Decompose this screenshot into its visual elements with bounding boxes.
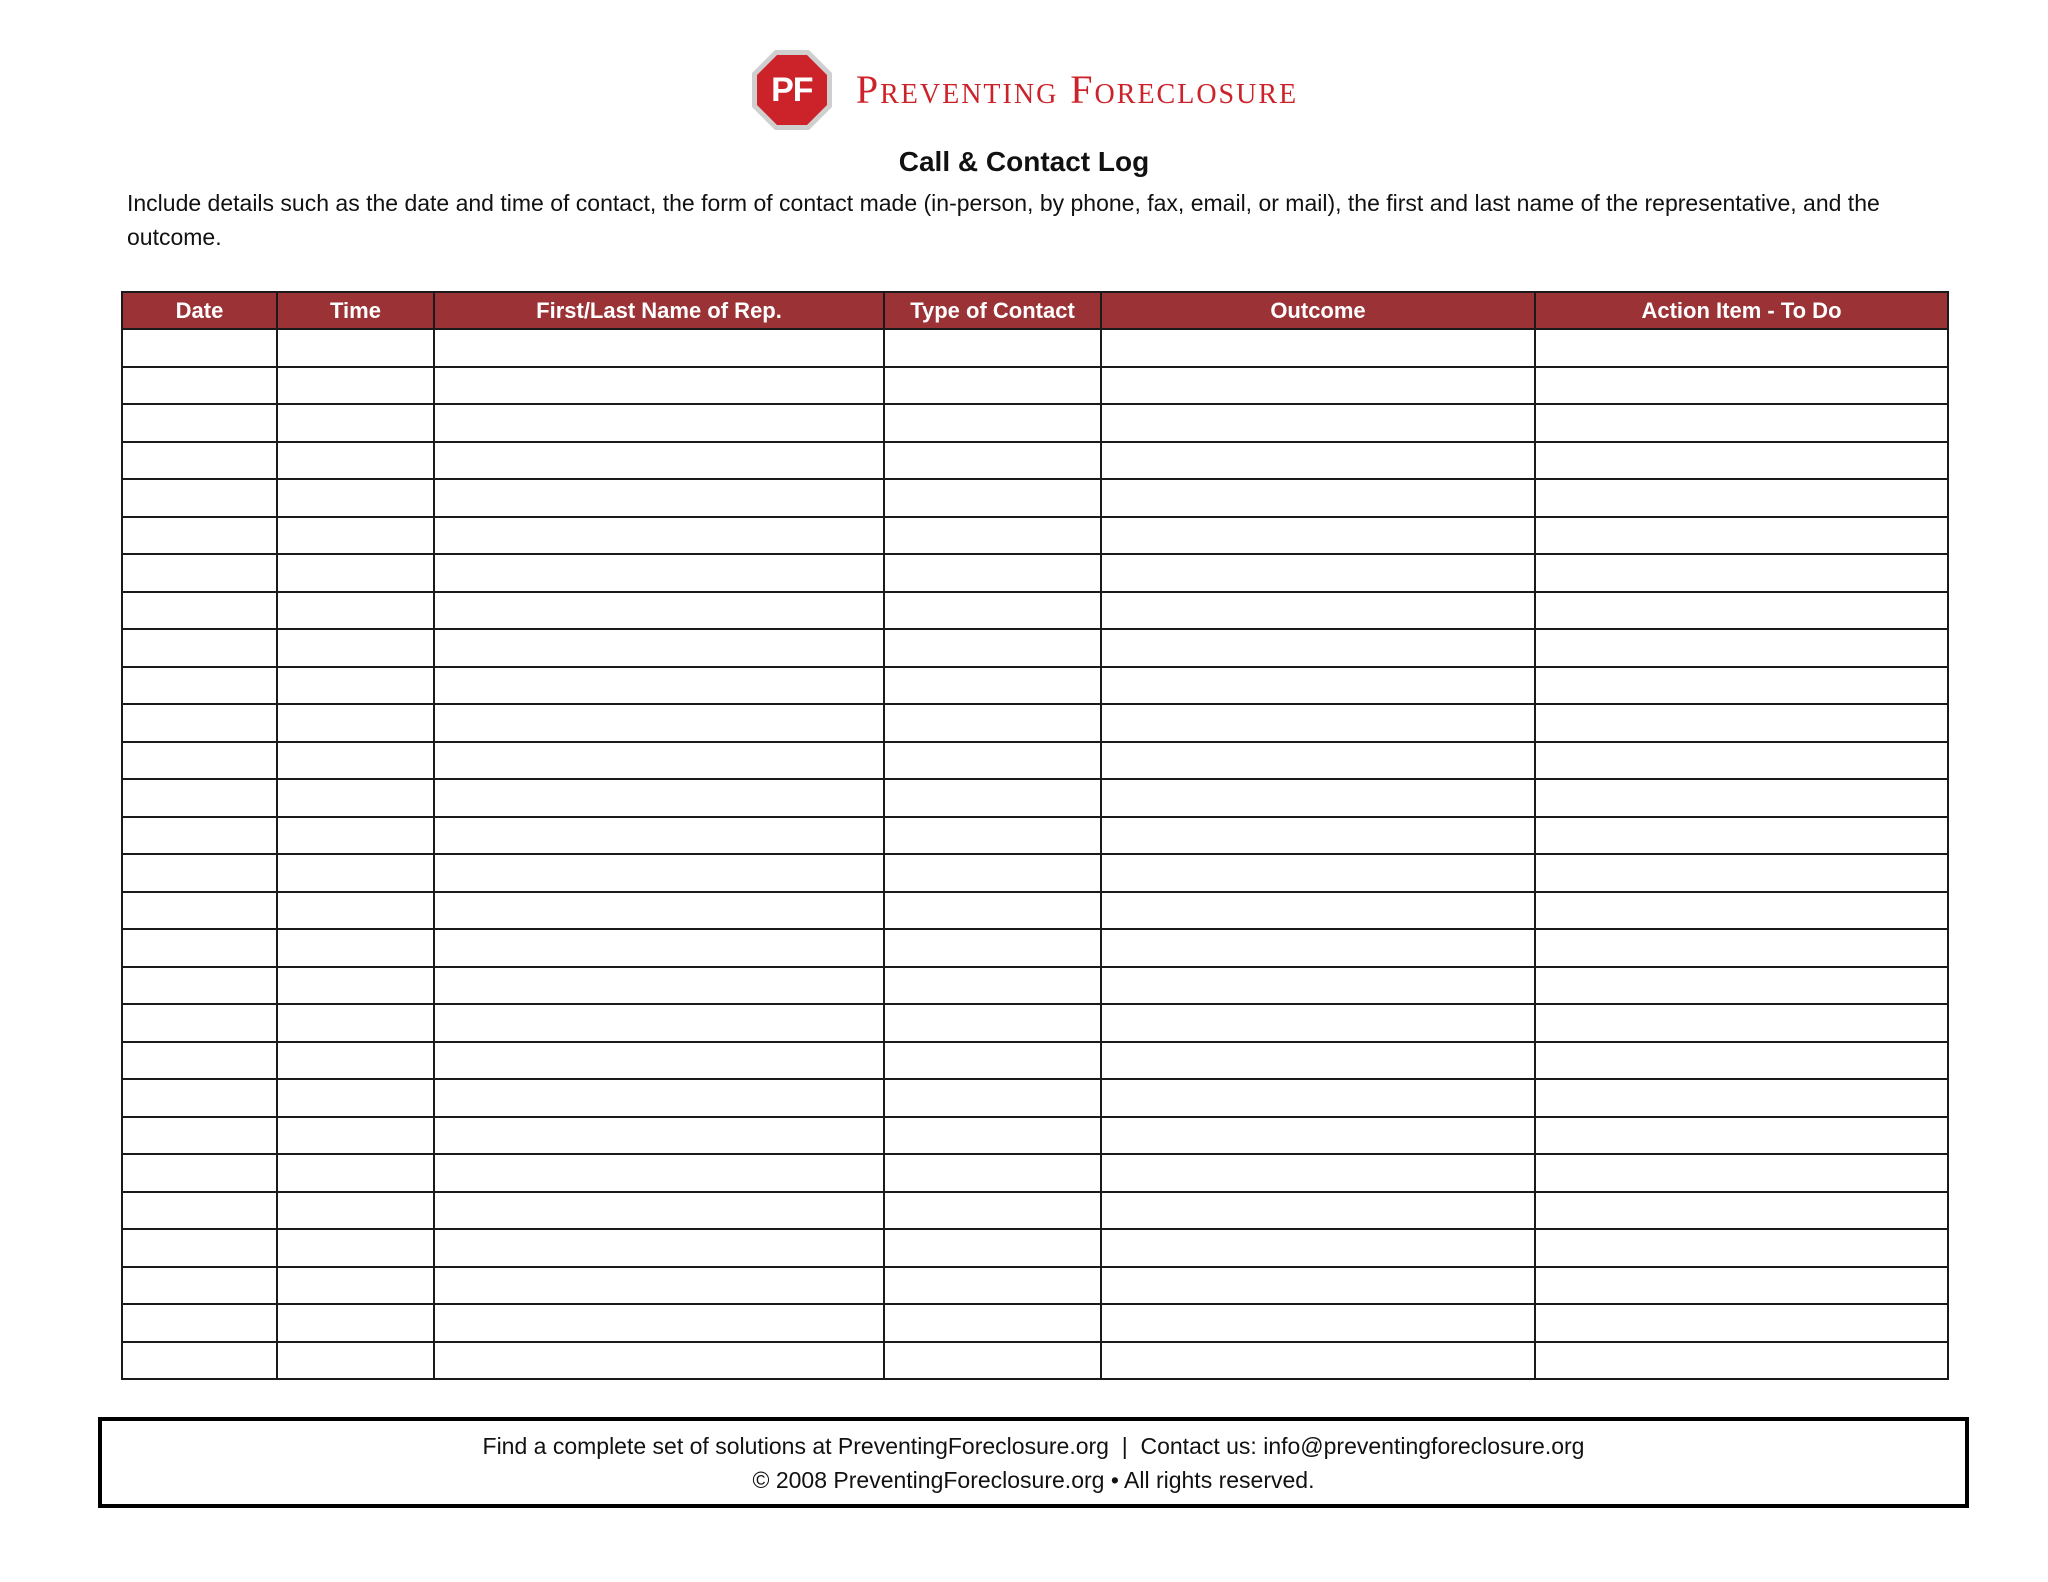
table-row bbox=[122, 967, 1948, 1005]
cell-date[interactable] bbox=[122, 442, 277, 480]
cell-date[interactable] bbox=[122, 1042, 277, 1080]
cell-time[interactable] bbox=[277, 1229, 434, 1267]
table-row bbox=[122, 1192, 1948, 1230]
cell-contact-type[interactable] bbox=[884, 629, 1101, 667]
footer-line-copyright: © 2008 PreventingForeclosure.org • All rights reserved. bbox=[752, 1466, 1315, 1493]
cell-time[interactable] bbox=[277, 329, 434, 367]
cell-time[interactable] bbox=[277, 1267, 434, 1305]
cell-date[interactable] bbox=[122, 1192, 277, 1230]
cell-contact-type[interactable] bbox=[884, 892, 1101, 930]
cell-contact-type[interactable] bbox=[884, 404, 1101, 442]
table-row bbox=[122, 554, 1948, 592]
cell-date[interactable] bbox=[122, 704, 277, 742]
cell-time[interactable] bbox=[277, 892, 434, 930]
cell-outcome[interactable] bbox=[1101, 892, 1535, 930]
column-header-rep-name: First/Last Name of Rep. bbox=[434, 292, 884, 329]
cell-action-item[interactable] bbox=[1535, 817, 1948, 855]
cell-date[interactable] bbox=[122, 1004, 277, 1042]
cell-action-item[interactable] bbox=[1535, 742, 1948, 780]
cell-outcome[interactable] bbox=[1101, 1192, 1535, 1230]
cell-date[interactable] bbox=[122, 1117, 277, 1155]
cell-rep-name[interactable] bbox=[434, 329, 884, 367]
cell-time[interactable] bbox=[277, 704, 434, 742]
cell-contact-type[interactable] bbox=[884, 1304, 1101, 1342]
cell-action-item[interactable] bbox=[1535, 1154, 1948, 1192]
cell-outcome[interactable] bbox=[1101, 629, 1535, 667]
cell-date[interactable] bbox=[122, 929, 277, 967]
cell-contact-type[interactable] bbox=[884, 1042, 1101, 1080]
cell-action-item[interactable] bbox=[1535, 1304, 1948, 1342]
cell-rep-name[interactable] bbox=[434, 667, 884, 705]
cell-time[interactable] bbox=[277, 1042, 434, 1080]
logo-letters: PF bbox=[771, 70, 813, 109]
cell-action-item[interactable] bbox=[1535, 554, 1948, 592]
table-row bbox=[122, 854, 1948, 892]
table-row bbox=[122, 329, 1948, 367]
cell-rep-name[interactable] bbox=[434, 1079, 884, 1117]
cell-date[interactable] bbox=[122, 817, 277, 855]
cell-action-item[interactable] bbox=[1535, 404, 1948, 442]
cell-rep-name[interactable] bbox=[434, 1267, 884, 1305]
cell-action-item[interactable] bbox=[1535, 1342, 1948, 1380]
cell-rep-name[interactable] bbox=[434, 779, 884, 817]
cell-date[interactable] bbox=[122, 629, 277, 667]
cell-contact-type[interactable] bbox=[884, 704, 1101, 742]
cell-outcome[interactable] bbox=[1101, 929, 1535, 967]
cell-rep-name[interactable] bbox=[434, 929, 884, 967]
table-row bbox=[122, 779, 1948, 817]
cell-time[interactable] bbox=[277, 854, 434, 892]
table-row bbox=[122, 1342, 1948, 1380]
table-row bbox=[122, 742, 1948, 780]
cell-date[interactable] bbox=[122, 892, 277, 930]
cell-time[interactable] bbox=[277, 554, 434, 592]
cell-action-item[interactable] bbox=[1535, 1267, 1948, 1305]
cell-rep-name[interactable] bbox=[434, 592, 884, 630]
cell-contact-type[interactable] bbox=[884, 554, 1101, 592]
table-row bbox=[122, 1004, 1948, 1042]
cell-rep-name[interactable] bbox=[434, 1229, 884, 1267]
cell-date[interactable] bbox=[122, 517, 277, 555]
cell-date[interactable] bbox=[122, 329, 277, 367]
contact-log-table bbox=[121, 291, 1949, 1380]
cell-contact-type[interactable] bbox=[884, 1192, 1101, 1230]
cell-contact-type[interactable] bbox=[884, 1117, 1101, 1155]
table-row bbox=[122, 1304, 1948, 1342]
cell-action-item[interactable] bbox=[1535, 367, 1948, 405]
cell-outcome[interactable] bbox=[1101, 554, 1535, 592]
cell-outcome[interactable] bbox=[1101, 779, 1535, 817]
cell-outcome[interactable] bbox=[1101, 517, 1535, 555]
cell-time[interactable] bbox=[277, 479, 434, 517]
cell-date[interactable] bbox=[122, 742, 277, 780]
cell-time[interactable] bbox=[277, 1154, 434, 1192]
cell-action-item[interactable] bbox=[1535, 442, 1948, 480]
cell-time[interactable] bbox=[277, 404, 434, 442]
table-row bbox=[122, 1042, 1948, 1080]
table-row bbox=[122, 1154, 1948, 1192]
cell-action-item[interactable] bbox=[1535, 779, 1948, 817]
cell-date[interactable] bbox=[122, 967, 277, 1005]
cell-outcome[interactable] bbox=[1101, 1267, 1535, 1305]
cell-rep-name[interactable] bbox=[434, 967, 884, 1005]
cell-time[interactable] bbox=[277, 367, 434, 405]
cell-contact-type[interactable] bbox=[884, 592, 1101, 630]
cell-action-item[interactable] bbox=[1535, 704, 1948, 742]
table-row bbox=[122, 667, 1948, 705]
cell-time[interactable] bbox=[277, 742, 434, 780]
cell-time[interactable] bbox=[277, 667, 434, 705]
cell-outcome[interactable] bbox=[1101, 1342, 1535, 1380]
cell-rep-name[interactable] bbox=[434, 404, 884, 442]
page-title: Call & Contact Log bbox=[898, 146, 1150, 177]
cell-action-item[interactable] bbox=[1535, 479, 1948, 517]
cell-action-item[interactable] bbox=[1535, 892, 1948, 930]
cell-rep-name[interactable] bbox=[434, 892, 884, 930]
cell-action-item[interactable] bbox=[1535, 592, 1948, 630]
cell-rep-name[interactable] bbox=[434, 1192, 884, 1230]
table-row bbox=[122, 1229, 1948, 1267]
cell-action-item[interactable] bbox=[1535, 1117, 1948, 1155]
cell-rep-name[interactable] bbox=[434, 1117, 884, 1155]
cell-time[interactable] bbox=[277, 817, 434, 855]
cell-action-item[interactable] bbox=[1535, 1004, 1948, 1042]
cell-contact-type[interactable] bbox=[884, 742, 1101, 780]
cell-time[interactable] bbox=[277, 517, 434, 555]
cell-time[interactable] bbox=[277, 929, 434, 967]
table-row bbox=[122, 592, 1948, 630]
cell-outcome[interactable] bbox=[1101, 1304, 1535, 1342]
cell-time[interactable] bbox=[277, 592, 434, 630]
column-header-date: Date bbox=[122, 292, 277, 329]
cell-outcome[interactable] bbox=[1101, 479, 1535, 517]
table-row bbox=[122, 442, 1948, 480]
cell-contact-type[interactable] bbox=[884, 367, 1101, 405]
cell-action-item[interactable] bbox=[1535, 1042, 1948, 1080]
cell-date[interactable] bbox=[122, 1079, 277, 1117]
cell-date[interactable] bbox=[122, 554, 277, 592]
cell-date[interactable] bbox=[122, 1229, 277, 1267]
cell-contact-type[interactable] bbox=[884, 817, 1101, 855]
intro-text: Include details such as the date and time of contact, the form of contact made (in-person, by phone, fax, email, or mail), the first and last name of the representative, and the outcome. bbox=[127, 190, 1880, 250]
cell-date[interactable] bbox=[122, 404, 277, 442]
cell-rep-name[interactable] bbox=[434, 704, 884, 742]
cell-action-item[interactable] bbox=[1535, 629, 1948, 667]
cell-action-item[interactable] bbox=[1535, 1079, 1948, 1117]
cell-rep-name[interactable] bbox=[434, 1042, 884, 1080]
cell-action-item[interactable] bbox=[1535, 929, 1948, 967]
table-row bbox=[122, 1117, 1948, 1155]
column-header-contact-type: Type of Contact bbox=[884, 292, 1101, 329]
cell-time[interactable] bbox=[277, 629, 434, 667]
cell-contact-type[interactable] bbox=[884, 1154, 1101, 1192]
table-row bbox=[122, 892, 1948, 930]
table-row bbox=[122, 629, 1948, 667]
cell-contact-type[interactable] bbox=[884, 1229, 1101, 1267]
cell-contact-type[interactable] bbox=[884, 1079, 1101, 1117]
cell-outcome[interactable] bbox=[1101, 329, 1535, 367]
cell-date[interactable] bbox=[122, 367, 277, 405]
cell-time[interactable] bbox=[277, 1117, 434, 1155]
cell-outcome[interactable] bbox=[1101, 854, 1535, 892]
table-row bbox=[122, 517, 1948, 555]
cell-contact-type[interactable] bbox=[884, 1004, 1101, 1042]
cell-rep-name[interactable] bbox=[434, 1154, 884, 1192]
cell-rep-name[interactable] bbox=[434, 1342, 884, 1380]
table-row bbox=[122, 404, 1948, 442]
cell-rep-name[interactable] bbox=[434, 367, 884, 405]
cell-outcome[interactable] bbox=[1101, 404, 1535, 442]
cell-contact-type[interactable] bbox=[884, 1267, 1101, 1305]
column-header-outcome: Outcome bbox=[1101, 292, 1535, 329]
table-row bbox=[122, 367, 1948, 405]
cell-date[interactable] bbox=[122, 479, 277, 517]
cell-outcome[interactable] bbox=[1101, 442, 1535, 480]
cell-contact-type[interactable] bbox=[884, 1342, 1101, 1380]
column-header-time: Time bbox=[277, 292, 434, 329]
cell-contact-type[interactable] bbox=[884, 967, 1101, 1005]
table-row bbox=[122, 704, 1948, 742]
cell-outcome[interactable] bbox=[1101, 1229, 1535, 1267]
cell-action-item[interactable] bbox=[1535, 667, 1948, 705]
cell-outcome[interactable] bbox=[1101, 967, 1535, 1005]
cell-date[interactable] bbox=[122, 1267, 277, 1305]
cell-action-item[interactable] bbox=[1535, 1192, 1948, 1230]
brand-name: Preventing Foreclosure bbox=[855, 67, 1299, 112]
column-header-action-item: Action Item - To Do bbox=[1535, 292, 1948, 329]
cell-time[interactable] bbox=[277, 1304, 434, 1342]
table-row bbox=[122, 479, 1948, 517]
cell-rep-name[interactable] bbox=[434, 817, 884, 855]
cell-contact-type[interactable] bbox=[884, 479, 1101, 517]
cell-rep-name[interactable] bbox=[434, 1304, 884, 1342]
cell-rep-name[interactable] bbox=[434, 854, 884, 892]
table-header-row bbox=[122, 292, 1948, 329]
cell-time[interactable] bbox=[277, 1004, 434, 1042]
cell-date[interactable] bbox=[122, 1304, 277, 1342]
cell-contact-type[interactable] bbox=[884, 854, 1101, 892]
page-header bbox=[0, 45, 2048, 135]
cell-action-item[interactable] bbox=[1535, 967, 1948, 1005]
cell-outcome[interactable] bbox=[1101, 704, 1535, 742]
cell-rep-name[interactable] bbox=[434, 1004, 884, 1042]
cell-rep-name[interactable] bbox=[434, 442, 884, 480]
cell-contact-type[interactable] bbox=[884, 779, 1101, 817]
footer-box bbox=[98, 1417, 1969, 1508]
cell-rep-name[interactable] bbox=[434, 629, 884, 667]
cell-action-item[interactable] bbox=[1535, 517, 1948, 555]
cell-action-item[interactable] bbox=[1535, 854, 1948, 892]
cell-outcome[interactable] bbox=[1101, 667, 1535, 705]
cell-date[interactable] bbox=[122, 667, 277, 705]
cell-date[interactable] bbox=[122, 779, 277, 817]
cell-action-item[interactable] bbox=[1535, 329, 1948, 367]
cell-contact-type[interactable] bbox=[884, 329, 1101, 367]
cell-time[interactable] bbox=[277, 967, 434, 1005]
cell-time[interactable] bbox=[277, 1342, 434, 1380]
cell-contact-type[interactable] bbox=[884, 517, 1101, 555]
cell-date[interactable] bbox=[122, 1342, 277, 1380]
table-body bbox=[122, 329, 1948, 1379]
footer-line-contact: Find a complete set of solutions at PreventingForeclosure.org | Contact us: info@preventingforeclosure.org bbox=[482, 1432, 1585, 1459]
table-row bbox=[122, 817, 1948, 855]
cell-outcome[interactable] bbox=[1101, 817, 1535, 855]
cell-outcome[interactable] bbox=[1101, 742, 1535, 780]
cell-time[interactable] bbox=[277, 442, 434, 480]
cell-time[interactable] bbox=[277, 1192, 434, 1230]
cell-outcome[interactable] bbox=[1101, 592, 1535, 630]
cell-rep-name[interactable] bbox=[434, 742, 884, 780]
cell-outcome[interactable] bbox=[1101, 1154, 1535, 1192]
stop-sign-logo-icon bbox=[750, 48, 834, 132]
cell-rep-name[interactable] bbox=[434, 554, 884, 592]
cell-outcome[interactable] bbox=[1101, 1117, 1535, 1155]
cell-outcome[interactable] bbox=[1101, 1042, 1535, 1080]
cell-rep-name[interactable] bbox=[434, 517, 884, 555]
cell-time[interactable] bbox=[277, 779, 434, 817]
cell-date[interactable] bbox=[122, 592, 277, 630]
cell-contact-type[interactable] bbox=[884, 929, 1101, 967]
table-row bbox=[122, 1267, 1948, 1305]
cell-time[interactable] bbox=[277, 1079, 434, 1117]
cell-date[interactable] bbox=[122, 1154, 277, 1192]
table-row bbox=[122, 1079, 1948, 1117]
cell-action-item[interactable] bbox=[1535, 1229, 1948, 1267]
cell-date[interactable] bbox=[122, 854, 277, 892]
cell-contact-type[interactable] bbox=[884, 442, 1101, 480]
cell-outcome[interactable] bbox=[1101, 1079, 1535, 1117]
table-row bbox=[122, 929, 1948, 967]
cell-outcome[interactable] bbox=[1101, 1004, 1535, 1042]
cell-rep-name[interactable] bbox=[434, 479, 884, 517]
cell-contact-type[interactable] bbox=[884, 667, 1101, 705]
cell-outcome[interactable] bbox=[1101, 367, 1535, 405]
